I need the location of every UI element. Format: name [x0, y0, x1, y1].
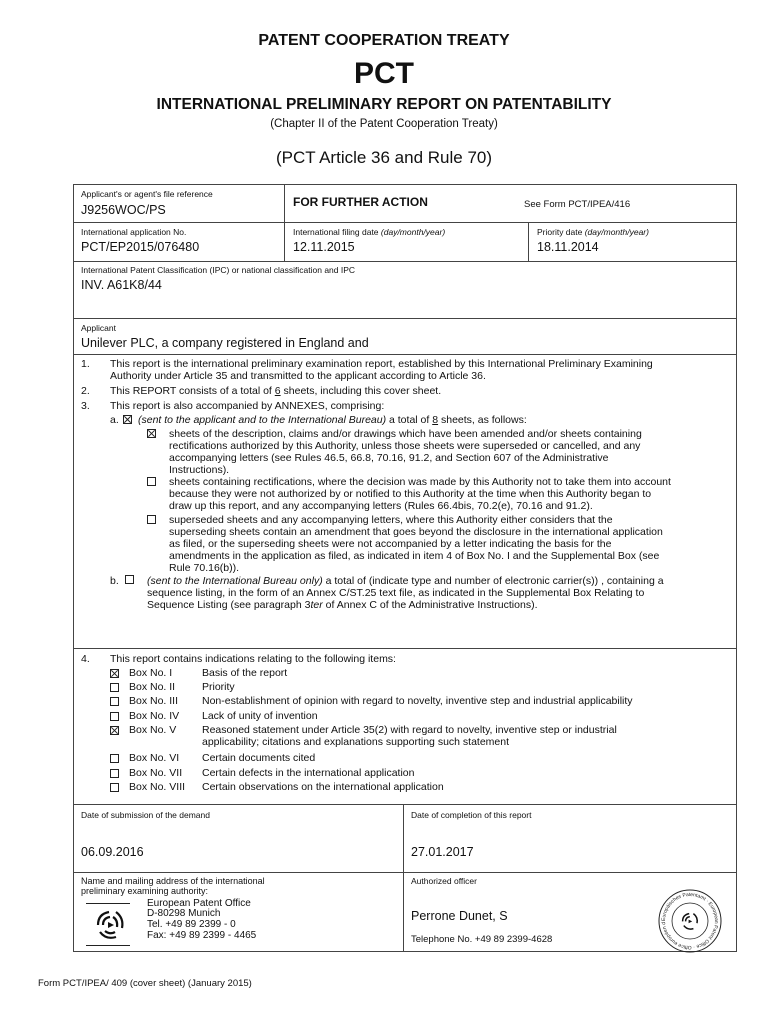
logo-rule: [86, 903, 130, 904]
annex-a2-text: draw up this report, and any accompanying letters (Rules 66.4bis, 70.2(e), 70.16 and 91.2).: [169, 500, 593, 512]
annex-rectifications-checkbox[interactable]: [147, 477, 156, 486]
annex-a-letter: a.: [110, 414, 119, 426]
officer-telephone: Telephone No. +49 89 2399-4628: [411, 934, 553, 945]
item-number: 4.: [81, 653, 90, 665]
box-number-label: Box No. VII: [129, 766, 183, 779]
logo-rule: [86, 945, 130, 946]
completion-date-label: Date of completion of this report: [411, 810, 532, 820]
divider: [73, 354, 737, 355]
annex-a1-text: Instructions).: [169, 464, 230, 476]
form-footer: Form PCT/IPEA/ 409 (cover sheet) (January 2015): [38, 978, 252, 989]
box-description: Certain observations on the international application: [202, 780, 444, 793]
annex-a-text: (sent to the applicant and to the International Bureau) a total of 8 sheets, as follows:: [138, 414, 527, 426]
applicant-label: Applicant: [81, 323, 116, 333]
box-description: Basis of the report: [202, 667, 288, 679]
item-number: 3.: [81, 400, 90, 412]
box-checkbox[interactable]: [110, 712, 119, 721]
divider: [73, 318, 737, 319]
annex-a1-text: sheets of the description, claims and/or drawings which have been amended and/or sheets containing: [169, 428, 642, 440]
annex-a3-text: as filed, or the superseding sheets were not accompanied by a letter indicating the basis for the: [169, 538, 612, 550]
box-number-label: Box No. IV: [129, 709, 180, 722]
annex-b-letter: b.: [110, 575, 119, 587]
ipc-label: International Patent Classification (IPC) or national classification and IPC: [81, 265, 356, 275]
epo-logo-icon: [92, 906, 128, 944]
box-description: Priority: [202, 681, 235, 694]
authorized-officer-name: Perrone Dunet, S: [411, 909, 508, 923]
box-description: Certain documents cited: [202, 752, 316, 765]
report-title: INTERNATIONAL PRELIMINARY REPORT ON PATENTABILITY: [156, 96, 612, 113]
box-checkbox[interactable]: [110, 669, 119, 678]
header-pct: PCT: [354, 57, 414, 90]
box-checkbox[interactable]: [110, 726, 119, 735]
ipc-value: INV. A61K8/44: [81, 278, 162, 292]
annex-a3-text: superseded sheets and any accompanying letters, where this Authority either considers that the: [169, 514, 613, 526]
box-number-label: Box No. III: [129, 695, 179, 708]
priority-date-label: Priority date (day/month/year): [537, 227, 649, 237]
official-stamp: [657, 888, 723, 954]
item2-text: This REPORT consists of a total of 6 sheets, including this cover sheet.: [110, 385, 442, 397]
file-reference-value: J9256WOC/PS: [81, 203, 166, 217]
submission-date-value: 06.09.2016: [81, 845, 144, 859]
annex-b-checkbox[interactable]: [125, 575, 134, 584]
completion-date-value: 27.01.2017: [411, 845, 474, 859]
divider: [284, 184, 285, 261]
annex-b-text: (sent to the International Bureau only) a total of (indicate type and number of electronic carrier(s)) , containing a: [147, 575, 664, 587]
divider: [73, 872, 737, 873]
box-checkbox[interactable]: [110, 783, 119, 792]
annex-a3-text: Rule 70.16(b)).: [169, 562, 240, 574]
annex-a2-text: because they were not authorized by or notified to this Authority at the time when this Authority began to: [169, 488, 652, 500]
box-number-label: Box No. VIII: [129, 780, 186, 793]
priority-date-value: 18.11.2014: [537, 240, 599, 254]
authorized-officer-label: Authorized officer: [411, 876, 477, 886]
filing-date-label: International filing date (day/month/year): [293, 227, 446, 237]
annex-a-checkbox[interactable]: [123, 415, 132, 424]
authority-address: European Patent Office: [147, 898, 251, 909]
authority-telephone: Tel. +49 89 2399 - 0: [147, 919, 236, 930]
divider: [73, 222, 737, 223]
stamp-text: Europäisches Patentamt · European Patent Office · Office européen d: [660, 891, 720, 951]
annex-amended-sheets-checkbox[interactable]: [147, 429, 156, 438]
box-description: Lack of unity of invention: [202, 709, 318, 722]
annex-b-text: sequence listing, in the form of an Annex C/ST.25 text file, as indicated in the Supplemental Box Relating to: [147, 587, 645, 599]
divider: [73, 261, 737, 262]
box-number-label: Box No. V: [129, 723, 177, 736]
authority-label: Name and mailing address of the international: [81, 876, 265, 886]
further-action-label: FOR FURTHER ACTION: [293, 195, 428, 209]
box-description: applicability; citations and explanations supporting such statement: [202, 736, 510, 749]
report-article: (PCT Article 36 and Rule 70): [275, 148, 493, 167]
annex-superseded-sheets-checkbox[interactable]: [147, 515, 156, 524]
item4-intro: This report contains indications relating to the following items:: [110, 653, 396, 665]
see-form-note: See Form PCT/IPEA/416: [524, 199, 631, 210]
item1-text: Authority under Article 35 and transmitted to the applicant according to Article 36.: [110, 370, 486, 382]
header-treaty: PATENT COOPERATION TREATY: [258, 32, 510, 49]
authority-fax: Fax: +49 89 2399 - 4465: [147, 930, 257, 941]
divider: [528, 222, 529, 261]
box-checkbox[interactable]: [110, 697, 119, 706]
annex-a3-text: superseding sheets contain an amendment that goes beyond the disclosure in the international application: [169, 526, 663, 538]
item-number: 1.: [81, 358, 90, 370]
annex-a2-text: sheets containing rectifications, where the decision was made by this Authority not to take them into account: [169, 476, 671, 488]
box-checkbox[interactable]: [110, 683, 119, 692]
item-number: 2.: [81, 385, 90, 397]
box-description: Certain defects in the international application: [202, 766, 415, 779]
annex-a1-text: rectifications authorized by this Authority, unless those sheets were superseded or cancelled, and any: [169, 440, 641, 452]
box-checkbox[interactable]: [110, 769, 119, 778]
application-number-value: PCT/EP2015/076480: [81, 240, 200, 254]
authority-label: preliminary examining authority:: [81, 886, 209, 896]
divider: [73, 648, 737, 649]
item1-text: This report is the international preliminary examination report, established by this International Preliminary Examining: [110, 358, 653, 370]
annex-a1-text: accompanying letters (see Rules 46.5, 66.8, 70.16, 91.2, and Section 607 of the Administrative: [169, 452, 609, 464]
applicant-value: Unilever PLC, a company registered in England and: [81, 336, 369, 350]
annex-b-text: Sequence Listing (see paragraph 3ter of Annex C of the Administrative Instructions).: [147, 599, 538, 611]
report-subtitle: (Chapter II of the Patent Cooperation Treaty): [270, 118, 498, 130]
filing-date-value: 12.11.2015: [293, 240, 355, 254]
box-description: Reasoned statement under Article 35(2) with regard to novelty, inventive step or industrial: [202, 723, 617, 736]
box-number-label: Box No. II: [129, 681, 176, 694]
box-number-label: Box No. VI: [129, 752, 180, 765]
divider: [73, 804, 737, 805]
box-checkbox[interactable]: [110, 754, 119, 763]
box-description: Non-establishment of opinion with regard to novelty, inventive step and industrial applicability: [202, 695, 633, 708]
box-number-label: Box No. I: [129, 667, 173, 679]
application-number-label: International application No.: [81, 227, 187, 237]
divider: [403, 804, 404, 952]
item3-text: This report is also accompanied by ANNEXES, comprising:: [110, 400, 385, 412]
epo-logo-icon: [683, 914, 698, 929]
submission-date-label: Date of submission of the demand: [81, 810, 210, 820]
annex-a3-text: amendments in the application as filed, as indicated in item 4 of Box No. I and the Supplemental Box (see: [169, 550, 660, 562]
file-reference-label: Applicant's or agent's file reference: [81, 189, 213, 199]
authority-address: D-80298 Munich: [147, 908, 221, 919]
